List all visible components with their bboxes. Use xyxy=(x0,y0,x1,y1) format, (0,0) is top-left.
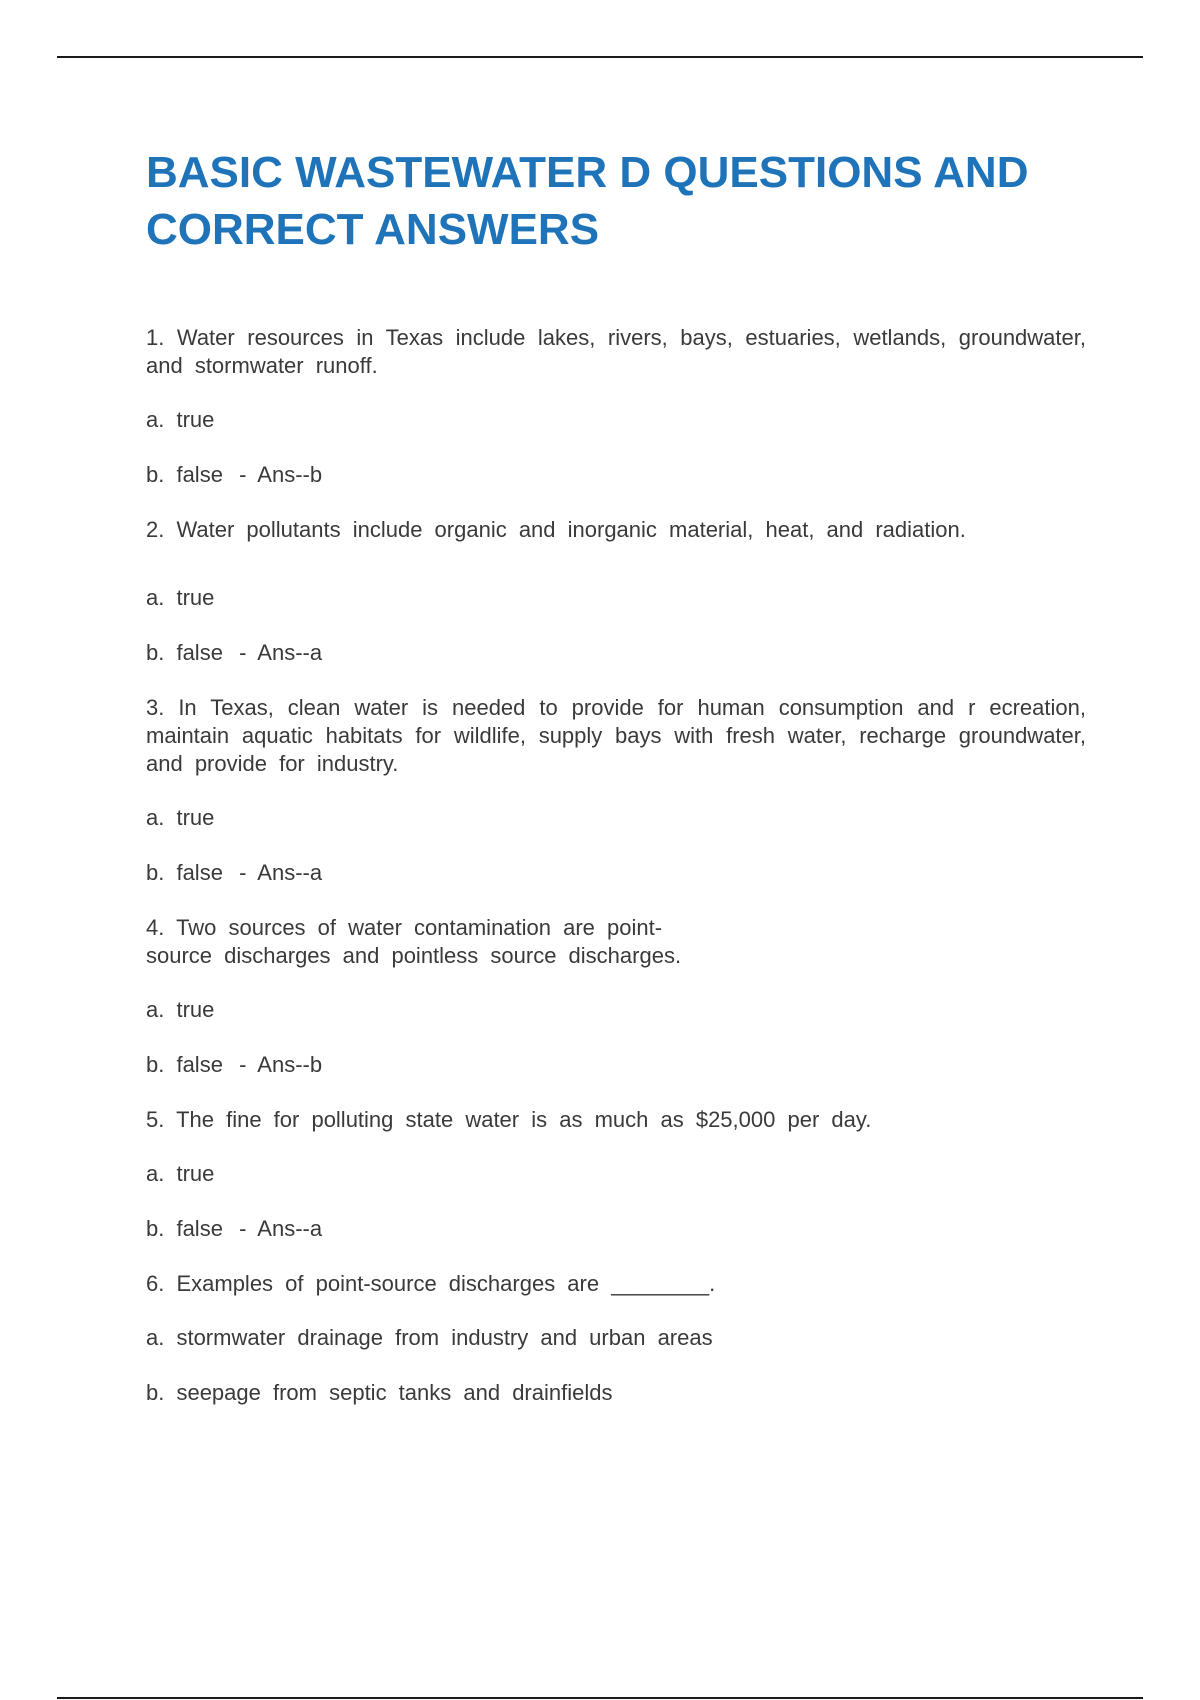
top-rule xyxy=(57,56,1143,58)
answer-key: - Ans--a xyxy=(239,640,323,665)
answer-key: - Ans--a xyxy=(239,860,323,885)
option-a: a. true xyxy=(146,997,215,1022)
option-a: a. stormwater drainage from industry and urban areas xyxy=(146,1325,713,1350)
question-text: 3. In Texas, clean water is needed to provide for human consumption and r ecreation, maintain aquatic habitats for wildlife, supply bays with fresh water, recharge groundwater, and provide for industry. xyxy=(146,695,1086,776)
question-text: 1. Water resources in Texas include lakes, rivers, bays, estuaries, wetlands, groundwater, and stormwater runoff. xyxy=(146,325,1086,378)
option-b: b. false - Ans--b xyxy=(146,1052,323,1077)
option-a: a. true xyxy=(146,1161,215,1186)
answer-key: - Ans--b xyxy=(239,1052,323,1077)
option-b: b. false - Ans--a xyxy=(146,860,323,885)
option-a: a. true xyxy=(146,805,215,830)
option-b: b. false - Ans--a xyxy=(146,640,323,665)
question-1 xyxy=(146,324,1086,489)
option-b: b. seepage from septic tanks and drainfields xyxy=(146,1380,613,1405)
question-3 xyxy=(146,694,1086,887)
question-text: 2. Water pollutants include organic and inorganic material, heat, and radiation. xyxy=(146,517,966,542)
question-2 xyxy=(146,516,1086,667)
document-title: BASIC WASTEWATER D QUESTIONS AND CORRECT ANSWERS xyxy=(146,148,1029,254)
option-a: a. true xyxy=(146,585,215,610)
option-b: b. false - Ans--a xyxy=(146,1216,323,1241)
question-text: 6. Examples of point-source discharges are ________. xyxy=(146,1271,716,1296)
option-a: a. true xyxy=(146,407,215,432)
question-text: 4. Two sources of water contamination are point- source discharges and pointless source discharges. xyxy=(146,915,682,968)
question-text: 5. The fine for polluting state water is as much as $25,000 per day. xyxy=(146,1107,872,1132)
question-4 xyxy=(146,914,1086,1079)
answer-key: - Ans--b xyxy=(239,462,323,487)
document-body xyxy=(146,144,1086,1434)
answer-key: - Ans--a xyxy=(239,1216,323,1241)
question-6 xyxy=(146,1270,1086,1407)
option-b: b. false - Ans--b xyxy=(146,462,323,487)
bottom-rule xyxy=(57,1697,1143,1699)
question-5 xyxy=(146,1106,1086,1243)
